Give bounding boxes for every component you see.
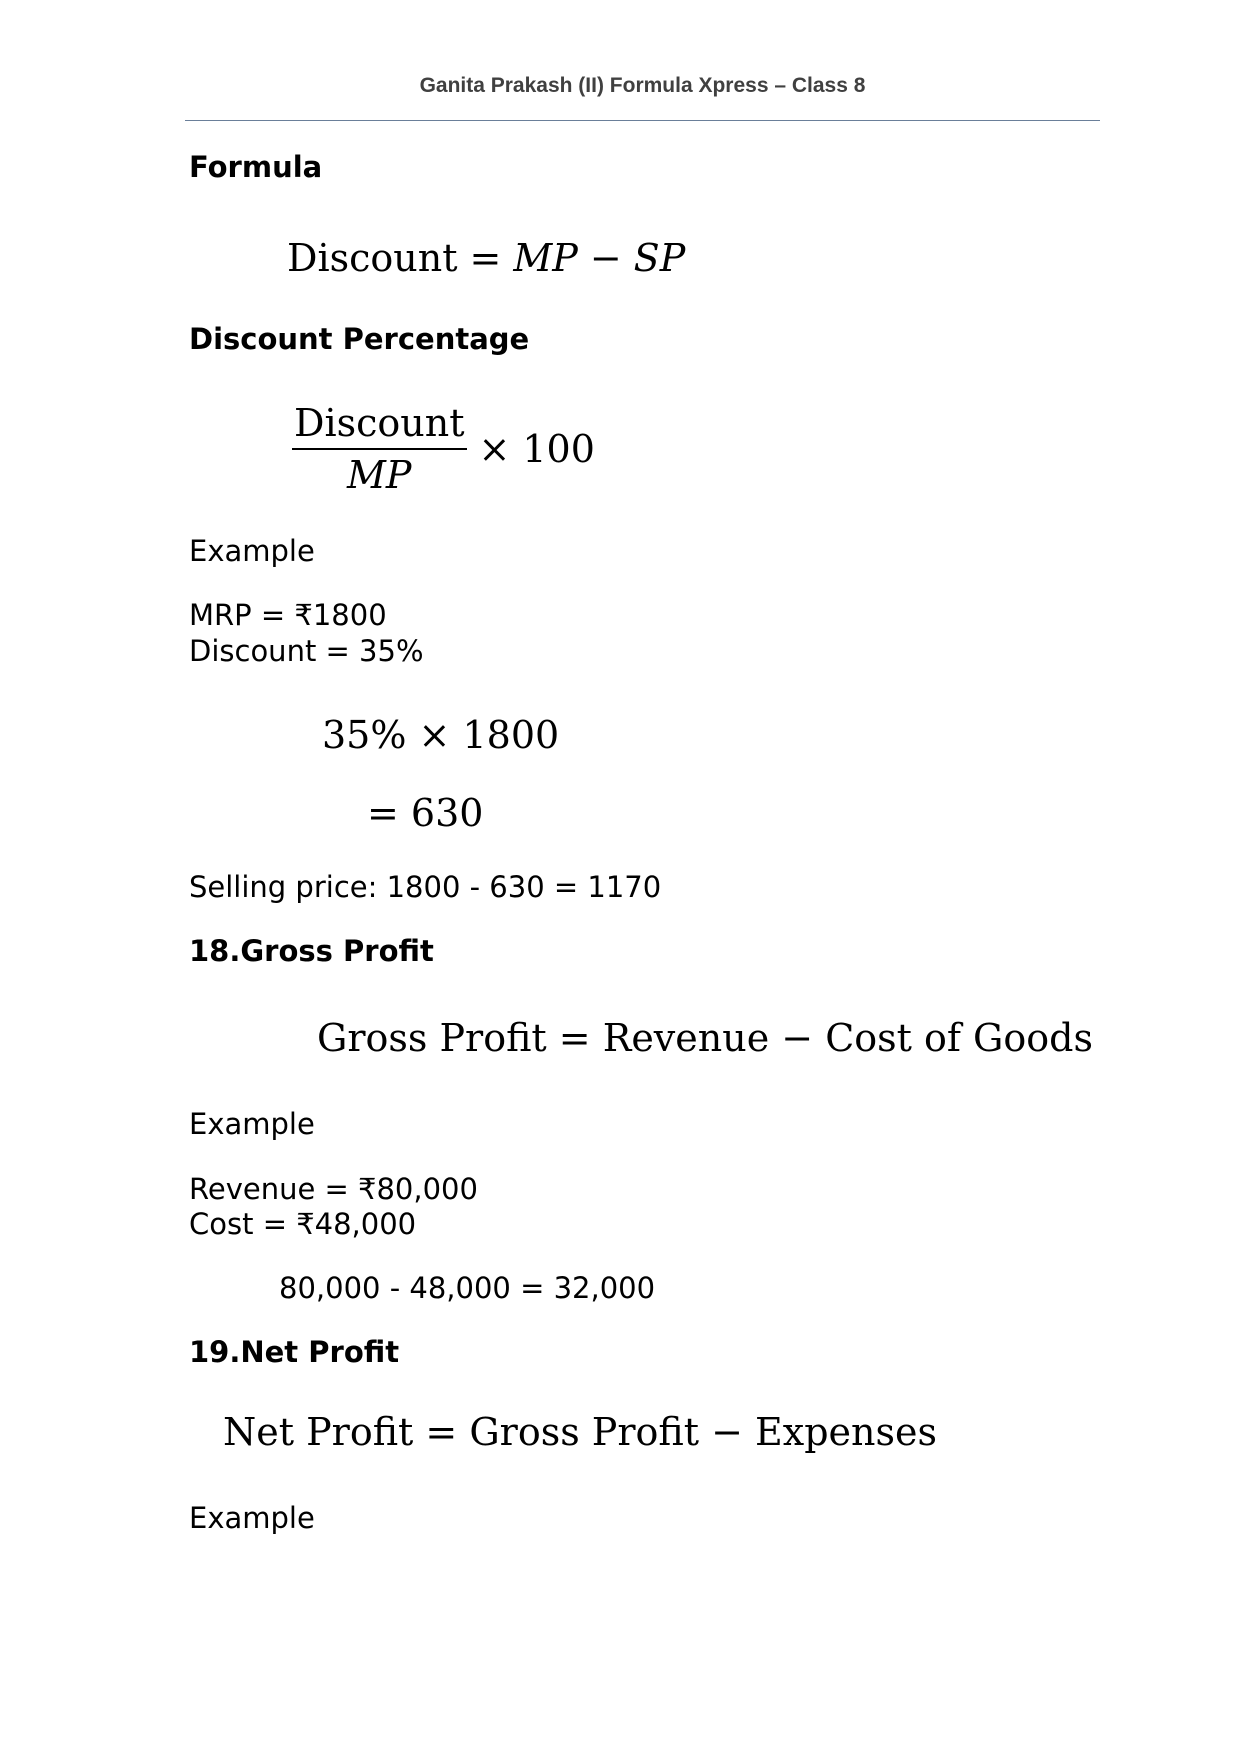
times-sign: × bbox=[478, 427, 511, 471]
example-label-2: Example bbox=[189, 1107, 315, 1141]
fraction bbox=[292, 398, 467, 500]
calc-line-1: 35% × 1800 bbox=[322, 713, 560, 757]
fraction-numerator: Discount bbox=[292, 398, 467, 450]
net-profit-formula: Net Profit = Gross Profit − Expenses bbox=[223, 1410, 937, 1454]
formula-heading: Formula bbox=[189, 150, 323, 184]
mrp-line: MRP = ₹1800 bbox=[189, 598, 387, 632]
example-label-1: Example bbox=[189, 534, 315, 568]
net-profit-heading: 19.Net Profit bbox=[189, 1335, 400, 1369]
gross-profit-formula: Gross Profit = Revenue − Cost of Goods bbox=[317, 1016, 1093, 1060]
example-label-3: Example bbox=[189, 1501, 315, 1535]
header-divider bbox=[185, 120, 1100, 121]
selling-price-line: Selling price: 1800 - 630 = 1170 bbox=[189, 870, 662, 904]
gross-profit-calc: 80,000 - 48,000 = 32,000 bbox=[279, 1271, 656, 1305]
revenue-line: Revenue = ₹80,000 bbox=[189, 1172, 478, 1206]
discount-formula bbox=[287, 236, 685, 280]
discount-formula-lhs: Discount bbox=[287, 236, 458, 280]
fraction-denominator: MP bbox=[347, 453, 412, 497]
discount-line: Discount = 35% bbox=[189, 634, 424, 668]
discount-formula-sp: SP bbox=[633, 236, 686, 280]
discount-formula-mp: MP bbox=[513, 236, 578, 280]
minus-sign: − bbox=[589, 236, 622, 280]
page-header-title: Ganita Prakash (II) Formula Xpress – Class 8 bbox=[419, 74, 866, 97]
cost-line: Cost = ₹48,000 bbox=[189, 1207, 417, 1241]
discount-percentage-formula bbox=[292, 398, 595, 500]
calc-line-2: = 630 bbox=[367, 791, 484, 835]
factor-value: 100 bbox=[522, 427, 595, 471]
discount-percentage-heading: Discount Percentage bbox=[189, 322, 530, 356]
gross-profit-heading: 18.Gross Profit bbox=[189, 934, 434, 968]
equals-sign: = bbox=[469, 236, 502, 280]
